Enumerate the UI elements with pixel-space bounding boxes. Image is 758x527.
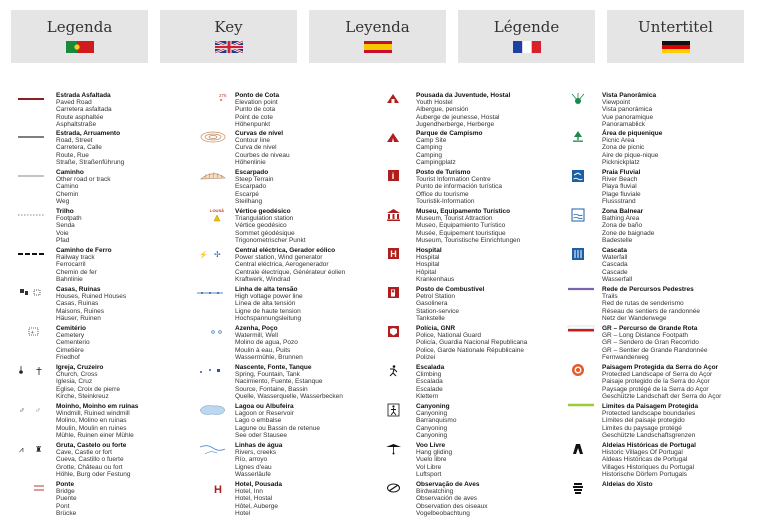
- header-title: Legenda: [46, 18, 113, 36]
- spain-flag-icon: [364, 41, 392, 53]
- church-cross-icon: [18, 364, 44, 378]
- svg-text:✢: ✢: [214, 250, 221, 259]
- track-icon: [18, 169, 44, 183]
- svg-text:⚡: ⚡: [199, 252, 208, 259]
- hospital-icon: [378, 247, 404, 261]
- picnic-area-icon: [564, 130, 590, 144]
- climbing-icon: [378, 364, 404, 378]
- power-line-icon: [197, 286, 223, 300]
- france-flag-icon: [513, 41, 541, 53]
- svg-text:H: H: [214, 484, 222, 496]
- historic-villages-icon: [564, 442, 590, 456]
- petrol-station-icon: [378, 286, 404, 300]
- spring-fountain-icon: [197, 364, 223, 378]
- hotel-icon: [197, 481, 223, 495]
- paved-road-icon: [18, 92, 44, 106]
- protected-landscape-icon: [564, 364, 590, 378]
- svg-text:+: +: [31, 330, 34, 336]
- header-legende: [458, 10, 595, 63]
- lagoon-icon: [197, 403, 227, 417]
- header-title: Légende: [493, 18, 560, 36]
- railway-icon: [18, 247, 44, 261]
- svg-text:♂: ♂: [35, 406, 41, 415]
- police-icon: [378, 325, 404, 339]
- svg-text:i: i: [391, 171, 395, 181]
- header-title: Untertitel: [638, 18, 713, 36]
- germany-flag-icon: [662, 41, 690, 53]
- header-untertitel: [607, 10, 744, 63]
- landscape-boundary-icon: [564, 403, 598, 417]
- svg-text:H: H: [390, 249, 397, 259]
- svg-text:♜: ♜: [35, 445, 43, 454]
- schist-villages-icon: [564, 481, 590, 495]
- watermill-icon: [197, 325, 223, 339]
- waterfall-icon: [564, 247, 590, 261]
- museum-icon: [378, 208, 404, 222]
- long-distance-trail-icon: [564, 325, 598, 339]
- steep-terrain-icon: [197, 169, 227, 183]
- street-road-icon: [18, 130, 44, 144]
- campsite-icon: [378, 130, 404, 144]
- svg-text:♂: ♂: [19, 406, 25, 415]
- river-beach-icon: [564, 169, 590, 183]
- footpath-icon: [18, 208, 44, 222]
- cave-castle-icon: [18, 442, 44, 456]
- portugal-flag-icon: [66, 41, 94, 53]
- tourist-info-icon: [378, 169, 404, 183]
- viewpoint-icon: [564, 92, 590, 106]
- header-title: Leyenda: [345, 18, 410, 36]
- contour-line-icon: [197, 130, 227, 144]
- hiking-trails-icon: [564, 286, 598, 300]
- cemetery-icon: [18, 325, 44, 339]
- wind-generator-icon: [197, 247, 223, 261]
- header-title: Key: [214, 18, 243, 36]
- birdwatching-icon: [378, 481, 404, 495]
- uk-flag-icon: [215, 41, 243, 53]
- svg-text:276: 276: [219, 93, 227, 98]
- bathing-area-icon: [564, 208, 590, 222]
- windmill-icon: [18, 403, 44, 417]
- geodesic-vertex-icon: [197, 208, 223, 222]
- hang-gliding-icon: [378, 442, 404, 456]
- svg-text:⩘: ⩘: [19, 445, 24, 454]
- houses-ruins-icon: [18, 286, 44, 300]
- header-leyenda: [309, 10, 446, 63]
- bridge-icon: [18, 481, 44, 495]
- svg-text:LOUSÃ: LOUSÃ: [210, 208, 224, 213]
- elevation-point-icon: [197, 92, 227, 106]
- rivers-icon: [197, 442, 227, 456]
- header-legenda: [11, 10, 148, 63]
- canyoning-icon: [378, 403, 404, 417]
- header-key: [160, 10, 297, 63]
- youth-hostel-icon: [378, 92, 404, 106]
